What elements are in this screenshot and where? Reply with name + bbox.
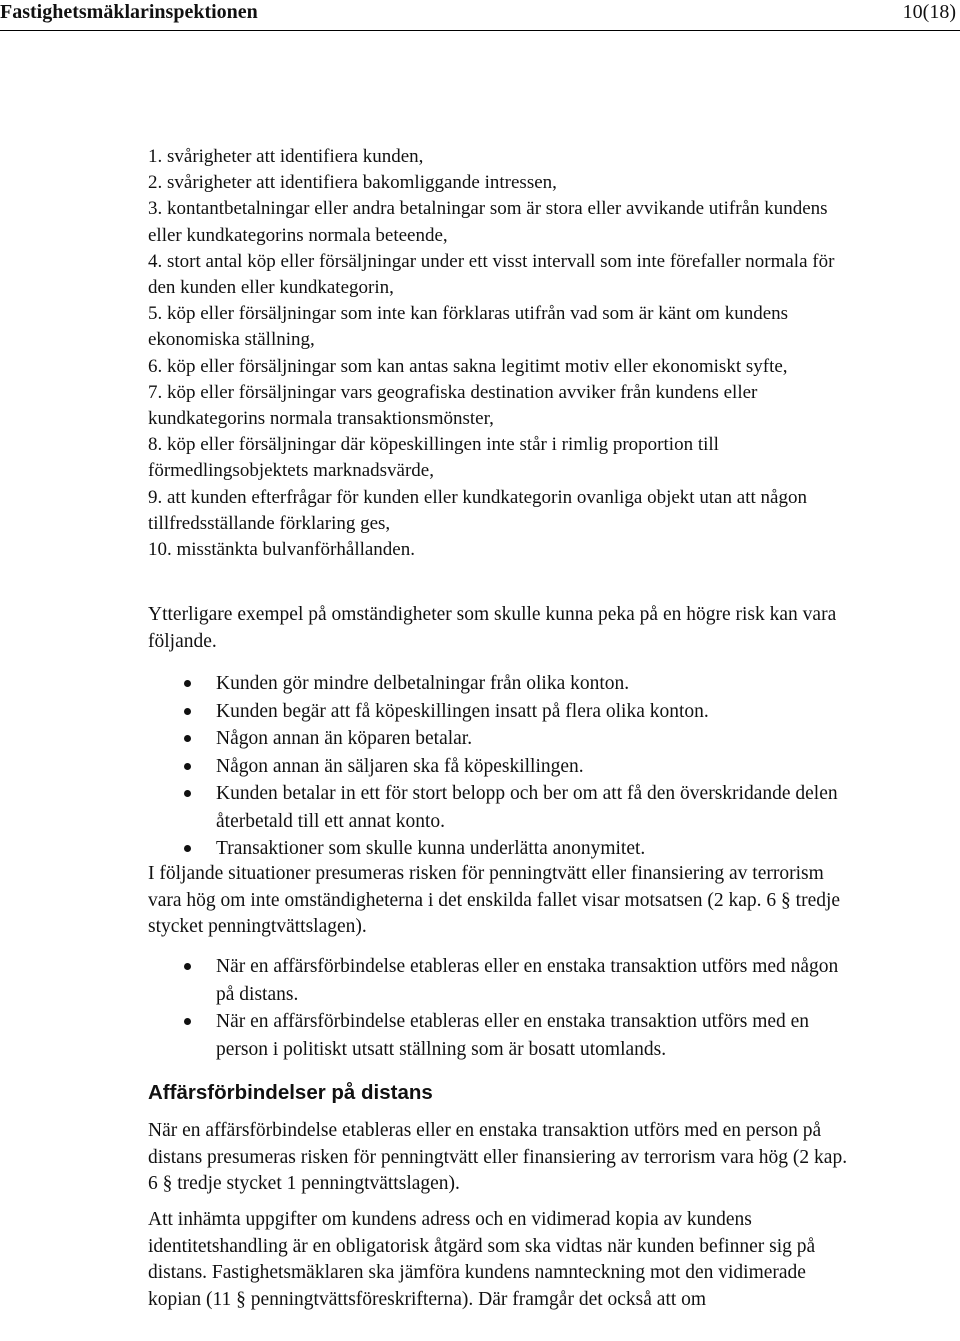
paragraph-obtain-info: Att inhämta uppgifter om kundens adress och en vidimerad kopia av kundens identitetshandling är en obligatorisk åtgärd som ska vidtas när kunden befinner sig på distans. Fastighetsmäklaren ska jämföra kundens namnteckning mot den vidimerade kopian (11 § penningtvättsföreskrifterna). Där framgår det också att om [148,1209,816,1310]
bullet-text: Någon annan än säljaren ska få köpeskillingen. [216,755,584,777]
paragraph-further-examples: Ytterligare exempel på omständigheter som skulle kunna peka på en högre risk kan vara följande. [148,604,837,652]
bullet-icon [184,735,191,742]
presumption-bullet-list [0,953,960,1063]
list-item [0,698,856,726]
section-heading: Affärsförbindelser på distans [148,1081,433,1104]
list-item [0,753,856,781]
bullet-icon [184,963,191,970]
numbered-list [148,144,848,563]
bullet-icon [184,680,191,687]
bullet-text: Kunden gör mindre delbetalningar från olika konton. [216,673,630,694]
paragraph-presumed-high-risk: I följande situationer presumeras risken för penningtvätt eller finansiering av terrorism vara hög om inte omständigheterna i det enskilda fallet visar motsatsen (2 kap. 6 § tredje stycket penningtvättslagen). [148,863,841,937]
list-item [0,835,856,863]
bullet-text: Kunden begär att få köpeskillingen insatt på flera olika konton. [216,700,709,722]
bullet-text: Kunden betalar in ett för stort belopp och ber om att få den överskridande delen återbetald till ett annat konto. [216,783,838,832]
bullet-text: Transaktioner som skulle kunna underlätta anonymitet. [216,838,646,859]
list-item: 10. misstänkta bulvanförhållanden. [148,539,415,561]
list-item: 2. svårigheter att identifiera bakomliggande intressen, [148,172,557,194]
paragraph-distance-presumption: När en affärsförbindelse etableras eller en enstaka transaktion utförs med en person på distans presumeras risken för penningtvätt eller finansiering av terrorism vara hög (2 kap. 6 § tredje stycket 1 penningtvättslagen). [148,1120,848,1194]
list-item: 3. kontantbetalningar eller andra betalningar som är stora eller avvikande utifrån kundens eller kundkategorins normala beteende, [148,198,828,246]
bullet-text: När en affärsförbindelse etableras eller en enstaka transaktion utförs med en person i politiskt utsatt ställning som är bosatt utomlands. [216,1011,810,1060]
bullet-text: Någon annan än köparen betalar. [216,728,473,749]
list-item: 5. köp eller försäljningar som inte kan förklaras utifrån vad som är känt om kundens ekonomiska ställning, [148,303,789,351]
list-item: 8. köp eller försäljningar där köpeskillingen inte står i rimlig proportion till förmedlingsobjektets marknadsvärde, [148,434,719,482]
bullet-icon [184,790,191,797]
bullet-text: När en affärsförbindelse etableras eller en enstaka transaktion utförs med någon på distans. [216,956,839,1005]
list-item: 4. stort antal köp eller försäljningar under ett visst intervall som inte förefaller normala för den kunden eller kundkategorin, [148,250,835,299]
bullet-icon [184,763,191,770]
list-item: 1. svårigheter att identifiera kunden, [148,146,424,167]
page-header [0,0,960,31]
list-item: 6. köp eller försäljningar som kan antas sakna legitimt motiv eller ekonomiskt syfte, [148,355,788,377]
bullet-icon [184,708,191,715]
list-item [0,670,856,698]
risk-bullet-list [0,670,960,863]
page-number: 10(18) [902,1,956,23]
bullet-icon [184,1018,191,1025]
list-item [0,725,856,753]
list-item: 7. köp eller försäljningar vars geografiska destination avviker från kundens eller kundkategorins normala transaktionsmönster, [148,381,758,430]
list-item [0,1008,856,1063]
bullet-icon [184,845,191,852]
header-title: Fastighetsmäklarinspektionen [0,1,258,23]
list-item [0,953,856,1008]
list-item: 9. att kunden efterfrågar för kunden eller kundkategorin ovanliga objekt utan att någon tillfredsställande förklaring ges, [148,486,807,534]
list-item [0,780,856,835]
